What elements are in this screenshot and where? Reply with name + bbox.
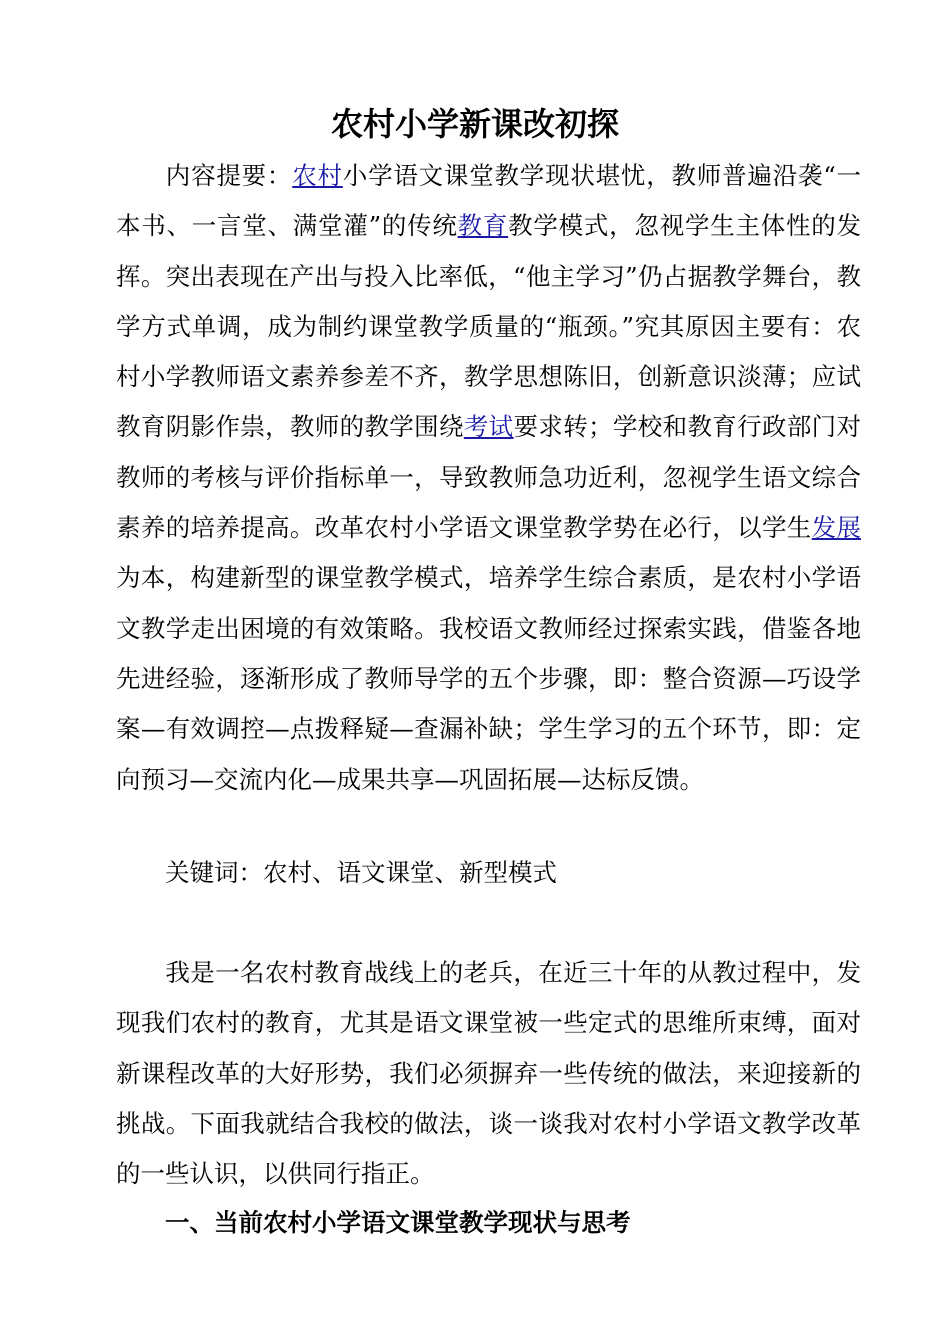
abstract-text-2: 小学语文课堂教学现状堪忧，教师普遍沿袭“一本书、一言堂、满堂灌”的传统 — [116, 161, 862, 241]
document-title: 农村小学新课改初探 — [330, 105, 619, 143]
intro-paragraph — [116, 948, 861, 1199]
abstract-text-3: 教学模式，忽视学生主体性的发挥。突出表现在产出与投入比率低，“他主学习”仍占据教学舞台，教学方式单调，成为制约课堂教学质量的“瓶颈。”究其原因主要有：农村小学教师语文素养参差不齐，教学思想陈旧，创新意识淡薄；应试教育阴影作祟，教师的教学围绕 — [116, 211, 862, 442]
keywords-text: 关键词：农村、语文课堂、新型模式 — [165, 858, 557, 887]
intro-text: 我是一名农村教育战线上的老兵，在近三十年的从教过程中，发现我们农村的教育，尤其是语文课堂被一些定式的思维所束缚，面对新课程改革的大好形势，我们必须摒弃一些传统的做法，来迎接新的挑战。下面我就结合我校的做法，谈一谈我对农村小学语文教学改革的一些认识，以供同行指正。 — [116, 958, 861, 1189]
abstract-paragraph — [116, 151, 861, 805]
section-heading-1: 一、当前农村小学语文课堂教学现状与思考 — [165, 1208, 631, 1237]
link-rural[interactable]: 农村 — [292, 161, 343, 190]
abstract-text-4: 要求转；学校和教育行政部门对教师的考核与评价指标单一，导致教师急功近利，忽视学生语文综合素养的培养提高。改革农村小学语文课堂教学势在必行，以学生 — [116, 412, 862, 543]
keywords-paragraph — [116, 848, 861, 898]
abstract-text-5: 为本，构建新型的课堂教学模式，培养学生综合素质，是农村小学语文教学走出困境的有效策略。我校语文教师经过探索实践，借鉴各地先进经验，逐渐形成了教师导学的五个步骤，即：整合资源—巧设学案—有效调控—点拨释疑—查漏补缺；学生学习的五个环节，即：定向预习—交流内化—成果共享—巩固拓展—达标反馈。 — [116, 563, 861, 794]
link-education[interactable]: 教育 — [457, 211, 509, 241]
link-exam[interactable]: 考试 — [463, 412, 514, 442]
abstract-text-1: 内容提要： — [165, 161, 293, 190]
link-development[interactable]: 发展 — [811, 513, 862, 543]
